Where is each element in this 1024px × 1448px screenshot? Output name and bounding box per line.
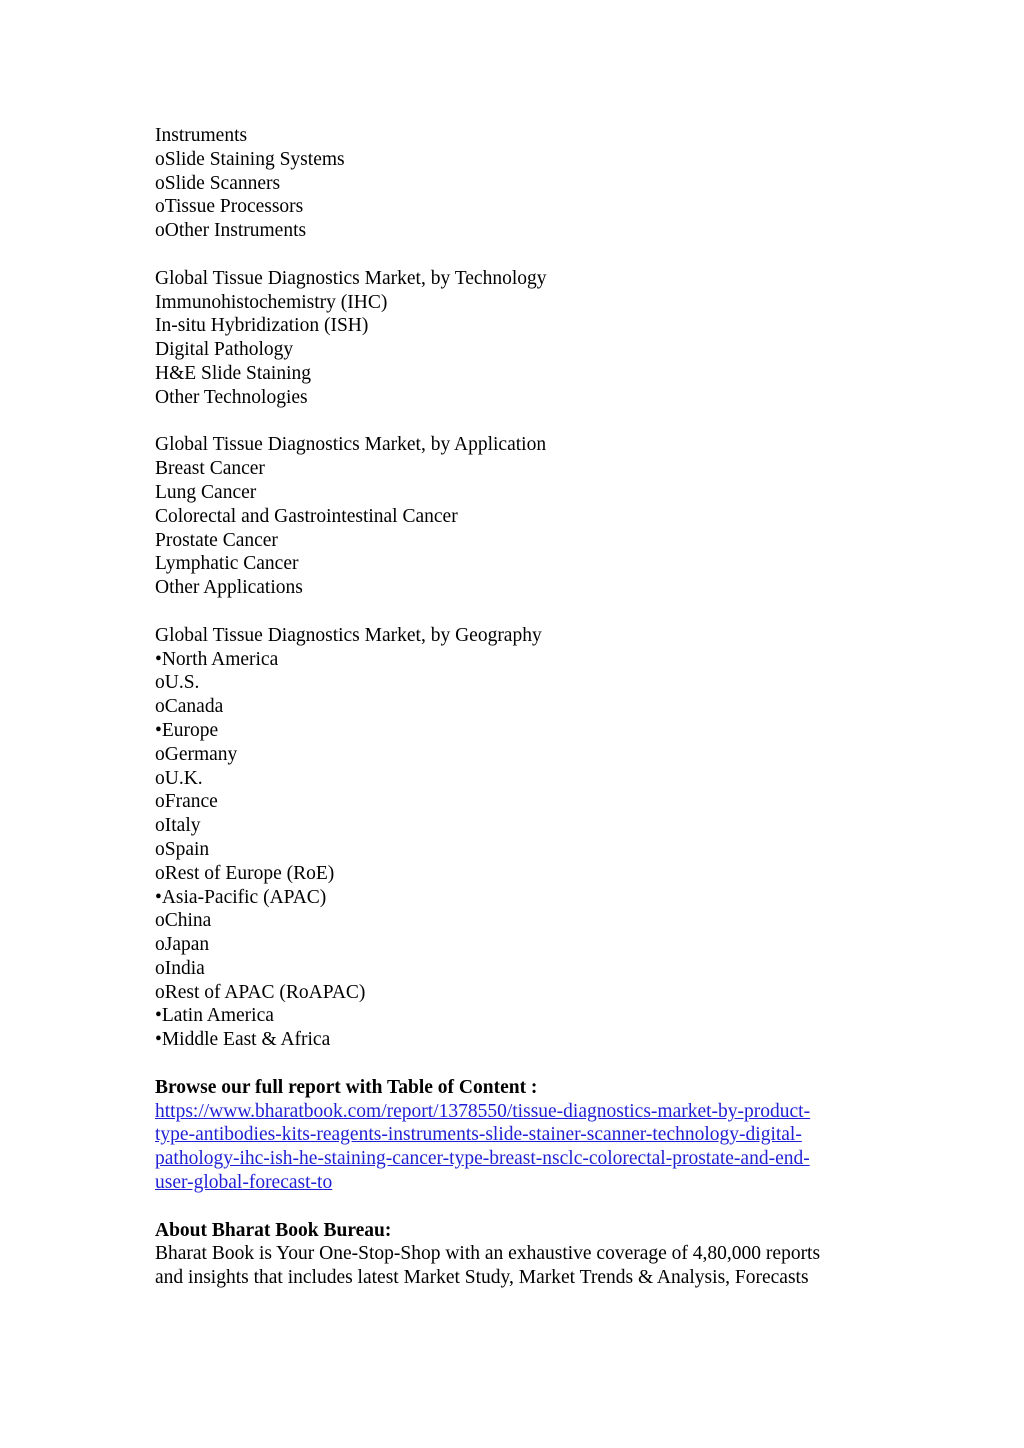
application-section xyxy=(155,433,875,600)
about-text-line: and insights that includes latest Market Study, Market Trends & Analysis, Forecasts xyxy=(155,1267,809,1289)
geography-item: •Latin America xyxy=(155,1005,274,1027)
paragraph-gap xyxy=(155,243,875,267)
application-item: Other Applications xyxy=(155,577,303,599)
instruments-heading: Instruments xyxy=(155,125,248,146)
instruments-section xyxy=(155,124,875,243)
report-link-line[interactable]: user-global-forecast-to xyxy=(155,1172,333,1194)
geography-item: oRest of APAC (RoAPAC) xyxy=(155,981,366,1003)
application-item: Lymphatic Cancer xyxy=(155,553,299,575)
technology-heading: Global Tissue Diagnostics Market, by Technology xyxy=(155,267,547,289)
about-heading: About Bharat Book Bureau: xyxy=(155,1219,392,1241)
paragraph-gap xyxy=(155,1195,875,1219)
technology-item: Other Technologies xyxy=(155,386,308,408)
instruments-item: oTissue Processors xyxy=(155,196,304,218)
geography-item: oGermany xyxy=(155,743,238,765)
geography-item: oSpain xyxy=(155,838,210,860)
geography-heading: Global Tissue Diagnostics Market, by Geography xyxy=(155,624,542,646)
geography-item: oRest of Europe (RoE) xyxy=(155,862,335,884)
geography-item: oIndia xyxy=(155,957,205,979)
report-link[interactable] xyxy=(155,1100,875,1195)
geography-item: oItaly xyxy=(155,815,201,837)
browse-heading: Browse our full report with Table of Content : xyxy=(155,1076,538,1098)
application-heading: Global Tissue Diagnostics Market, by Application xyxy=(155,434,547,456)
geography-item: oU.K. xyxy=(155,767,203,789)
geography-item: oCanada xyxy=(155,696,224,718)
report-link-line[interactable]: pathology-ihc-ish-he-staining-cancer-type-breast-nsclc-colorectal-prostate-and-end- xyxy=(155,1148,810,1170)
technology-item: H&E Slide Staining xyxy=(155,362,311,384)
geography-item: •North America xyxy=(155,648,279,670)
report-link-line[interactable]: https://www.bharatbook.com/report/1378550/tissue-diagnostics-market-by-product- xyxy=(155,1100,811,1122)
geography-item: •Middle East & Africa xyxy=(155,1029,331,1051)
application-item: Breast Cancer xyxy=(155,458,265,480)
application-item: Colorectal and Gastrointestinal Cancer xyxy=(155,505,458,527)
application-item: Lung Cancer xyxy=(155,481,257,503)
geography-item: oFrance xyxy=(155,791,218,813)
about-section xyxy=(155,1219,875,1290)
technology-section xyxy=(155,267,875,410)
technology-item: In-situ Hybridization (ISH) xyxy=(155,315,369,337)
document-page xyxy=(155,124,875,1290)
paragraph-gap xyxy=(155,1052,875,1076)
technology-item: Immunohistochemistry (IHC) xyxy=(155,291,388,313)
geography-section xyxy=(155,624,875,1052)
technology-item: Digital Pathology xyxy=(155,339,294,361)
geography-item: oU.S. xyxy=(155,672,200,694)
geography-item: oChina xyxy=(155,910,212,932)
geography-item: •Asia-Pacific (APAC) xyxy=(155,886,327,908)
paragraph-gap xyxy=(155,410,875,434)
paragraph-gap xyxy=(155,600,875,624)
instruments-item: oSlide Staining Systems xyxy=(155,148,345,170)
geography-item: oJapan xyxy=(155,934,210,956)
application-item: Prostate Cancer xyxy=(155,529,278,551)
browse-section xyxy=(155,1076,875,1195)
about-text-line: Bharat Book is Your One-Stop-Shop with an exhaustive coverage of 4,80,000 reports xyxy=(155,1243,821,1265)
instruments-item: oOther Instruments xyxy=(155,220,307,242)
geography-item: •Europe xyxy=(155,719,219,741)
instruments-item: oSlide Scanners xyxy=(155,172,281,194)
report-link-line[interactable]: type-antibodies-kits-reagents-instruments-slide-stainer-scanner-technology-digital- xyxy=(155,1124,802,1146)
